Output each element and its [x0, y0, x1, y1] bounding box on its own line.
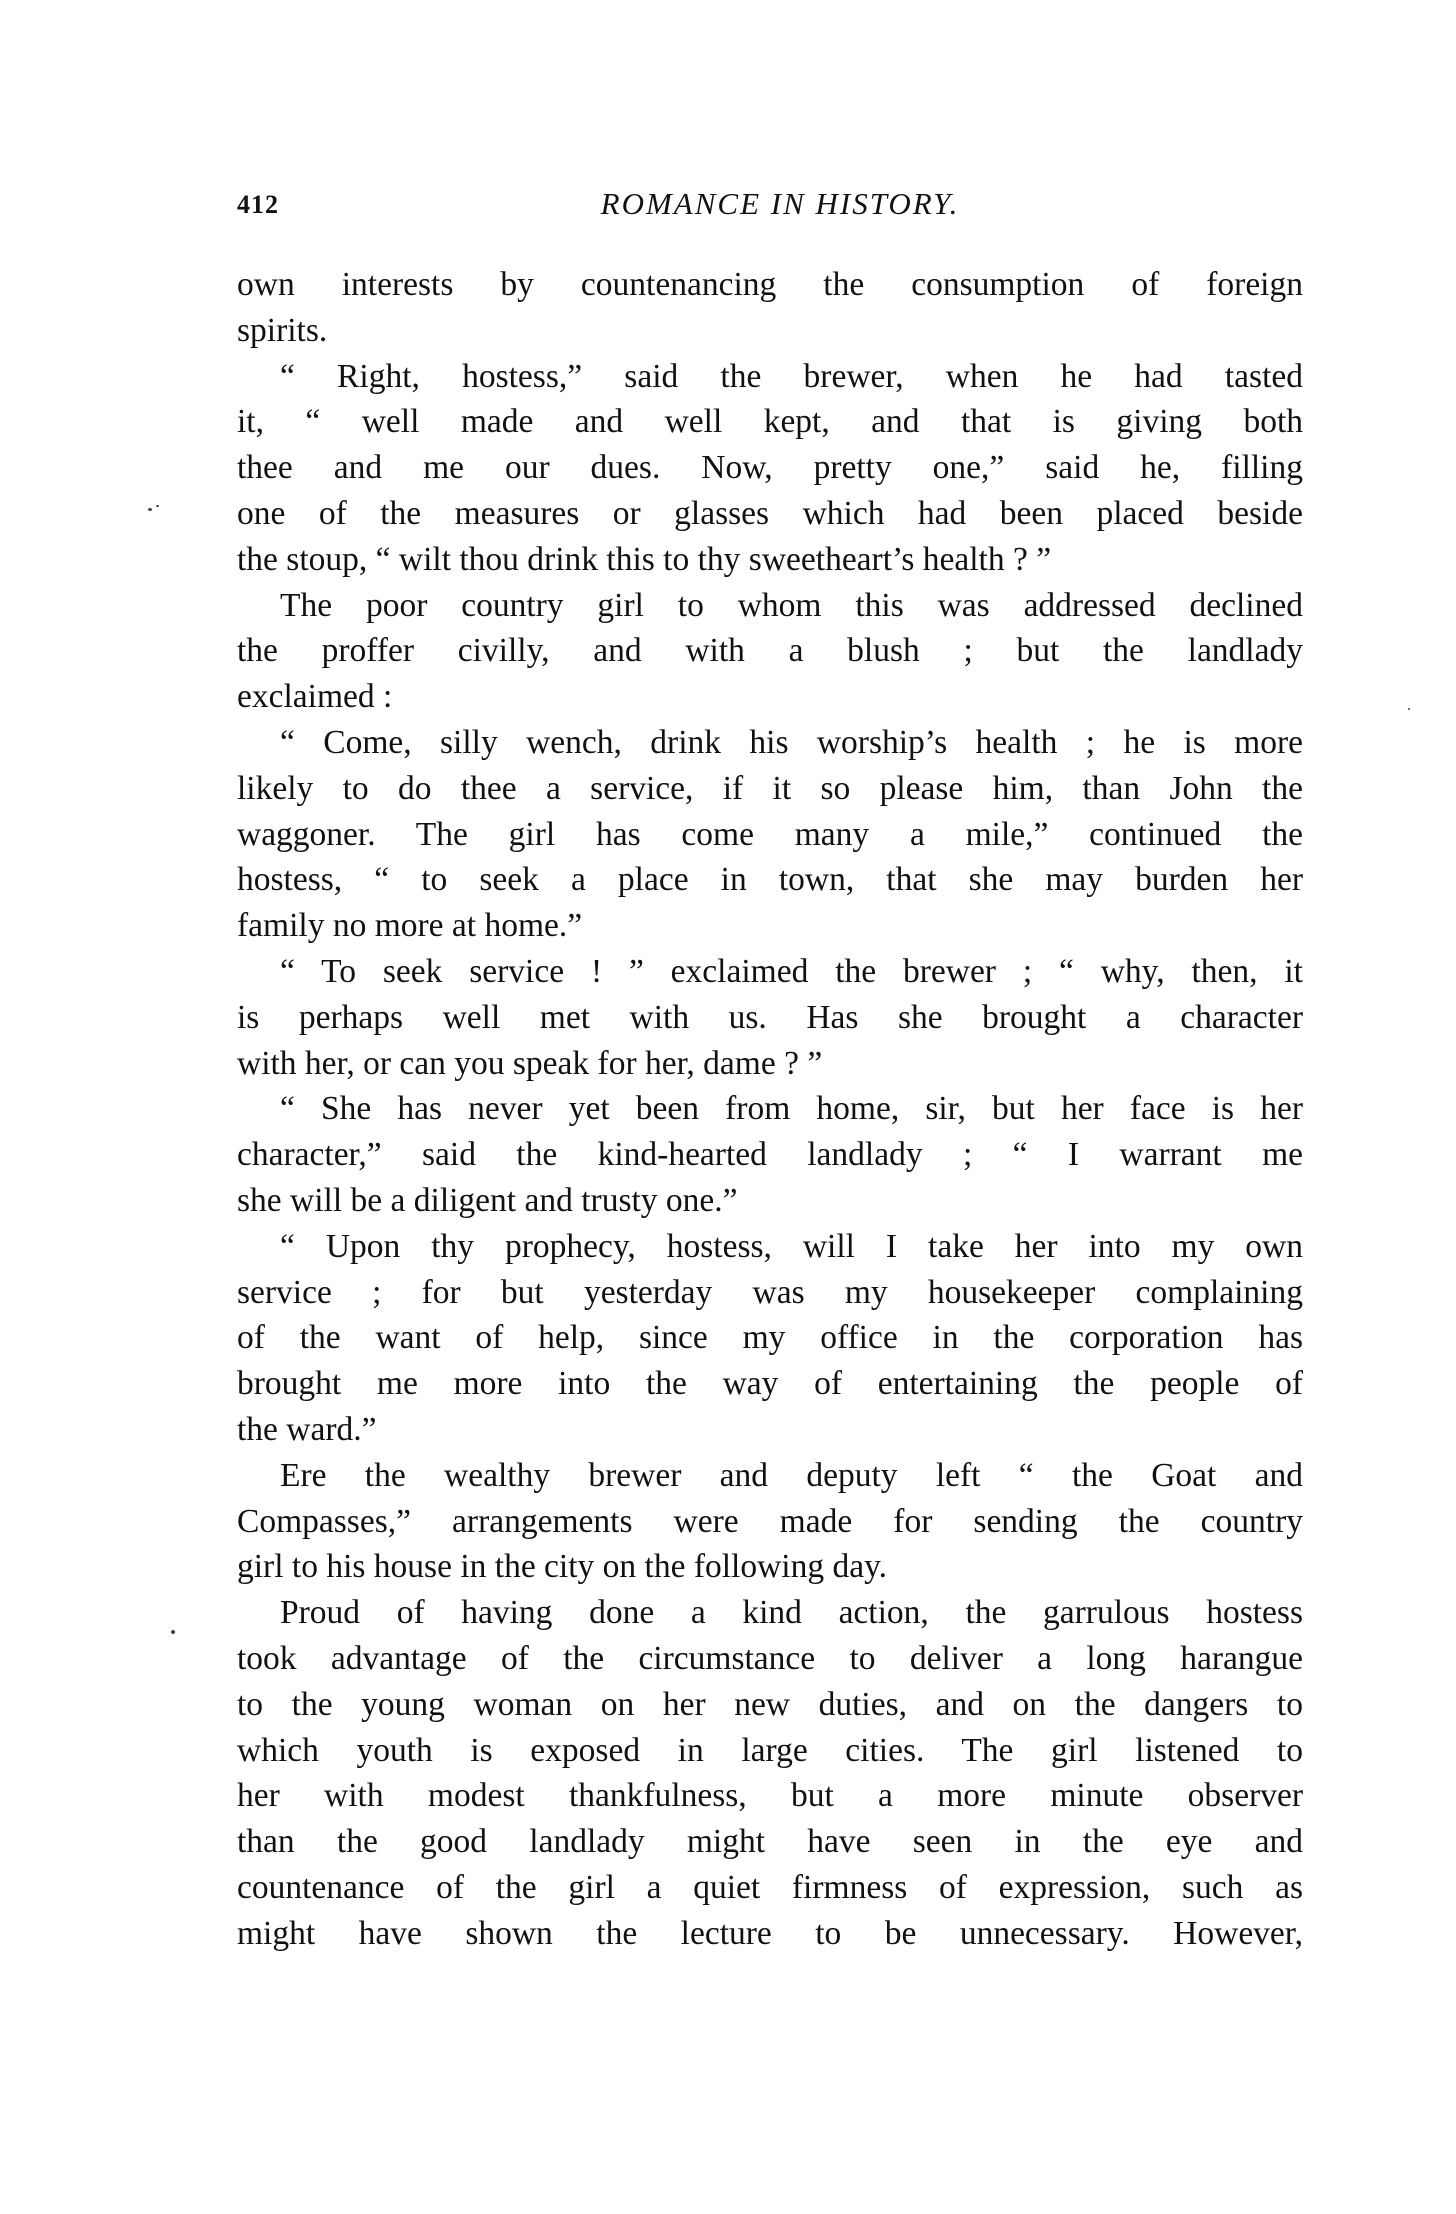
text-line: “ Upon thy prophecy, hostess, will I take her into my own — [280, 1227, 1303, 1265]
text-line: to the young woman on her new duties, and on the dangers to — [237, 1685, 1303, 1723]
text-line: might have shown the lecture to be unnecessary. However, — [237, 1914, 1303, 1952]
running-head — [237, 186, 1303, 226]
text-line: the stoup, “ wilt thou drink this to thy sweetheart’s health ? ” — [237, 540, 1052, 578]
text-line: girl to his house in the city on the following day. — [237, 1548, 888, 1586]
text-line: family no more at home.” — [237, 907, 583, 945]
text-line: thee and me our dues. Now, pretty one,” said he, filling — [237, 449, 1303, 487]
text-line: countenance of the girl a quiet firmness of expression, such as — [237, 1868, 1303, 1906]
text-line: of the want of help, since my office in the corporation has — [237, 1319, 1303, 1357]
text-line: which youth is exposed in large cities. The girl listened to — [237, 1731, 1303, 1769]
text-line: waggoner. The girl has come many a mile,” continued the — [237, 815, 1303, 853]
text-line: Proud of having done a kind action, the garrulous hostess — [280, 1594, 1303, 1632]
text-line: brought me more into the way of entertaining the people of — [237, 1365, 1303, 1403]
text-line: with her, or can you speak for her, dame ? ” — [237, 1044, 823, 1082]
text-line: the proffer civilly, and with a blush ; but the landlady — [237, 632, 1303, 670]
text-line: “ She has never yet been from home, sir, but her face is her — [280, 1090, 1303, 1128]
text-line: own interests by countenancing the consumption of foreign — [237, 266, 1303, 303]
text-line: “ Right, hostess,” said the brewer, when he had tasted — [280, 357, 1303, 395]
margin-speck — [156, 505, 159, 507]
text-line: exclaimed : — [237, 678, 393, 716]
running-title: ROMANCE IN HISTORY. — [600, 186, 960, 221]
text-line: is perhaps well met with us. Has she brought a character — [237, 998, 1303, 1036]
text-line: service ; for but yesterday was my housekeeper complaining — [237, 1273, 1303, 1311]
text-line: Ere the wealthy brewer and deputy left “ the Goat and — [280, 1456, 1303, 1494]
text-line: one of the measures or glasses which had been placed beside — [237, 494, 1303, 532]
text-line: it, “ well made and well kept, and that is giving both — [237, 403, 1303, 441]
text-line: the ward.” — [237, 1410, 377, 1448]
text-line: than the good landlady might have seen in the eye and — [237, 1823, 1303, 1861]
text-line: hostess, “ to seek a place in town, that she may burden her — [237, 861, 1303, 899]
margin-speck — [171, 1630, 175, 1634]
text-line: “ To seek service ! ” exclaimed the brewer ; “ why, then, it — [280, 952, 1303, 990]
text-line: “ Come, silly wench, drink his worship’s health ; he is more — [280, 723, 1303, 761]
text-line: Compasses,” arrangements were made for sending the country — [237, 1502, 1303, 1540]
text-line: likely to do thee a service, if it so please him, than John the — [237, 769, 1303, 807]
text-line: her with modest thankfulness, but a more minute observer — [237, 1777, 1303, 1815]
body-text — [237, 262, 1303, 1956]
text-line: The poor country girl to whom this was addressed declined — [280, 586, 1303, 624]
text-line: character,” said the kind-hearted landlady ; “ I warrant me — [237, 1136, 1303, 1174]
text-line: took advantage of the circumstance to deliver a long harangue — [237, 1639, 1303, 1677]
text-line: spirits. — [237, 311, 328, 349]
margin-speck — [1408, 708, 1410, 710]
margin-speck — [148, 508, 152, 511]
page-number: 412 — [237, 190, 279, 219]
text-line: she will be a diligent and trusty one.” — [237, 1181, 738, 1219]
